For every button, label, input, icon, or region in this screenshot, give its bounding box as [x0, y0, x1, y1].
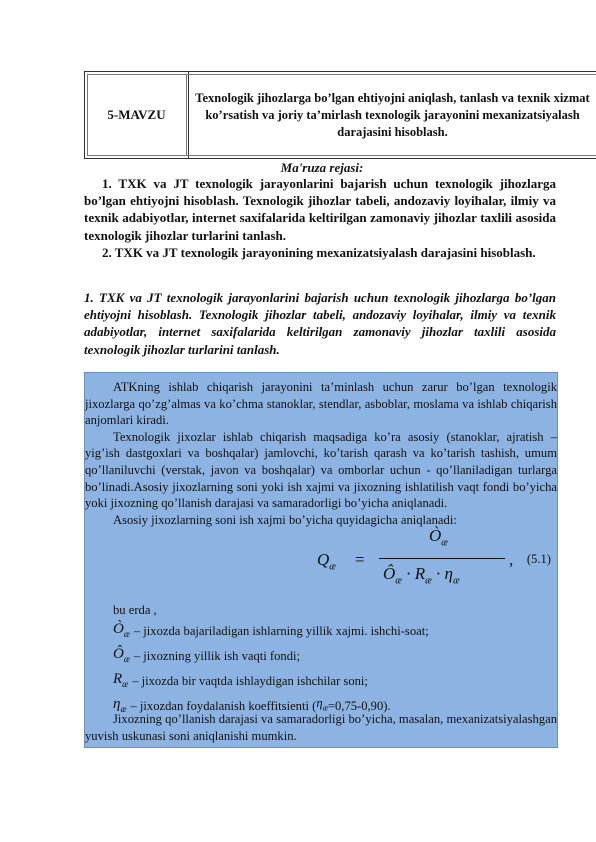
plan-item-1: 1. TXK va JT texnologik jarayonlarini bajarish uchun texnologik jihozlarga bo’lgan ehtiyojni hisoblash. Texnologik jihozlar tabeli, andozaviy loyihalar, ilmiy va texnik adabiyotlar, internet saxifalarida keltirilgan zamonaviy jihozlar taxlili asosida texnologik jihozlar turlarini tanlash.: [84, 176, 556, 243]
formula-denominator: $Ô_æ \cdot R_æ \cdot \eta_æ$: [383, 564, 460, 587]
equation-number: (5.1): [526, 552, 551, 566]
formula-expression: [317, 528, 517, 596]
definition-item: $Ò_æ$ – jixozda bajariladigan ishlarning yillik xajmi. ishchi-soat;: [85, 619, 557, 644]
paragraph-4: Jixozning qo’llanish darajasi va samaradorligi bo’yicha, masalan, mexanizatsiyalashgan yuvish uskunasi soni aniqlanishi mumkin.: [85, 712, 557, 743]
formula-equals: =: [355, 550, 365, 569]
definition-item: $\eta_æ$ – jixozdan foydalanish koeffitsienti ( $\eta_æ$ =0,75-0,90).: [85, 694, 557, 719]
bu-erda-label: bu erda ,: [113, 602, 157, 617]
formula-5-1: [85, 528, 557, 598]
variable-definitions: [85, 601, 557, 719]
inline-symbol: $\eta_æ$: [316, 696, 328, 713]
formula-numerator: $Ò_æ$: [429, 526, 448, 549]
formula-lhs: $Q_æ$: [317, 550, 336, 573]
lecture-plan-title: Ma'ruza rejasi:: [280, 160, 364, 175]
formula-comma: ,: [509, 550, 514, 569]
content-body: [85, 379, 557, 528]
paragraph-2: Texnologik jixozlar ishlab chiqarish maqsadiga ko’ra asosiy (stanoklar, ajratish – yig’ish dastgoxlari va boshqalar) jamlovchi, ko’tarish qarash va ko’tarish tashish, umum qo’llaniluvchi (verstak, javon va boshqalar) va omborlar uchun - qo’llaniladigan turlarga bo’linadi.Asosiy jixozlarning soni yoki ish xajmi va jixozning ishlatilish vaqt fondi bo’yicha yoki jixozning qo’llanish darajasi va samaradorligi bo’yicha aniqlanadi.: [85, 429, 557, 511]
definition-item: $Ô_æ$ – jixozning yillik ish vaqti fondi;: [85, 644, 557, 669]
content-box: [84, 372, 558, 748]
plan-item-2: 2. TXK va JT texnologik jarayonining mexanizatsiyalash darajasini hisoblash.: [102, 244, 536, 260]
topic-header-table: [84, 71, 596, 159]
definition-symbol: $\eta_æ$: [113, 695, 127, 714]
definition-symbol: $R_æ$: [113, 670, 129, 689]
closing-paragraph: [85, 711, 557, 744]
paragraph-1: ATKning ishlab chiqarish jarayonini ta’minlash uchun zarur bo’lgan texnologik jixozlarga qo’zg’almas va ko’chma stanoklar, stendlar, asboblar, moslama va ishlab chiqarish anjomlari kiradi.: [85, 380, 557, 428]
definition-symbol: $Ò_æ$: [113, 620, 130, 639]
topic-number: 5-MAVZU: [85, 72, 189, 158]
fraction-bar: [379, 558, 505, 559]
lecture-plan: [84, 175, 556, 261]
definition-item: $R_æ$ – jixozda bir vaqtda ishlaydigan ishchilar soni;: [85, 669, 557, 694]
topic-title: Texnologik jihozlarga bo’lgan ehtiyojni aniqlash, tanlash va texnik xizmat ko’rsatish va joriy ta’mirlash texnologik jarayonini mexanizatsiyalash darajasini hisoblash.: [195, 90, 590, 139]
definition-symbol: $Ô_æ$: [113, 645, 130, 664]
paragraph-3: Asosiy jixozlarning soni ish xajmi bo’yicha quyidagicha aniqlanadi:: [113, 512, 457, 527]
section-1-heading: 1. TXK va JT texnologik jarayonlarini bajarish uchun texnologik jihozlarga bo’lgan ehtiyojni hisoblash. Texnologik jihozlar tabeli, andozaviy loyihalar, ilmiy va texnik adabiyotlar, internet saxifalarida keltirilgan zamonaviy jihozlar taxlili asosida texnologik jihozlar turlarini tanlash.: [84, 290, 556, 357]
header-inner-divider: [186, 74, 187, 156]
